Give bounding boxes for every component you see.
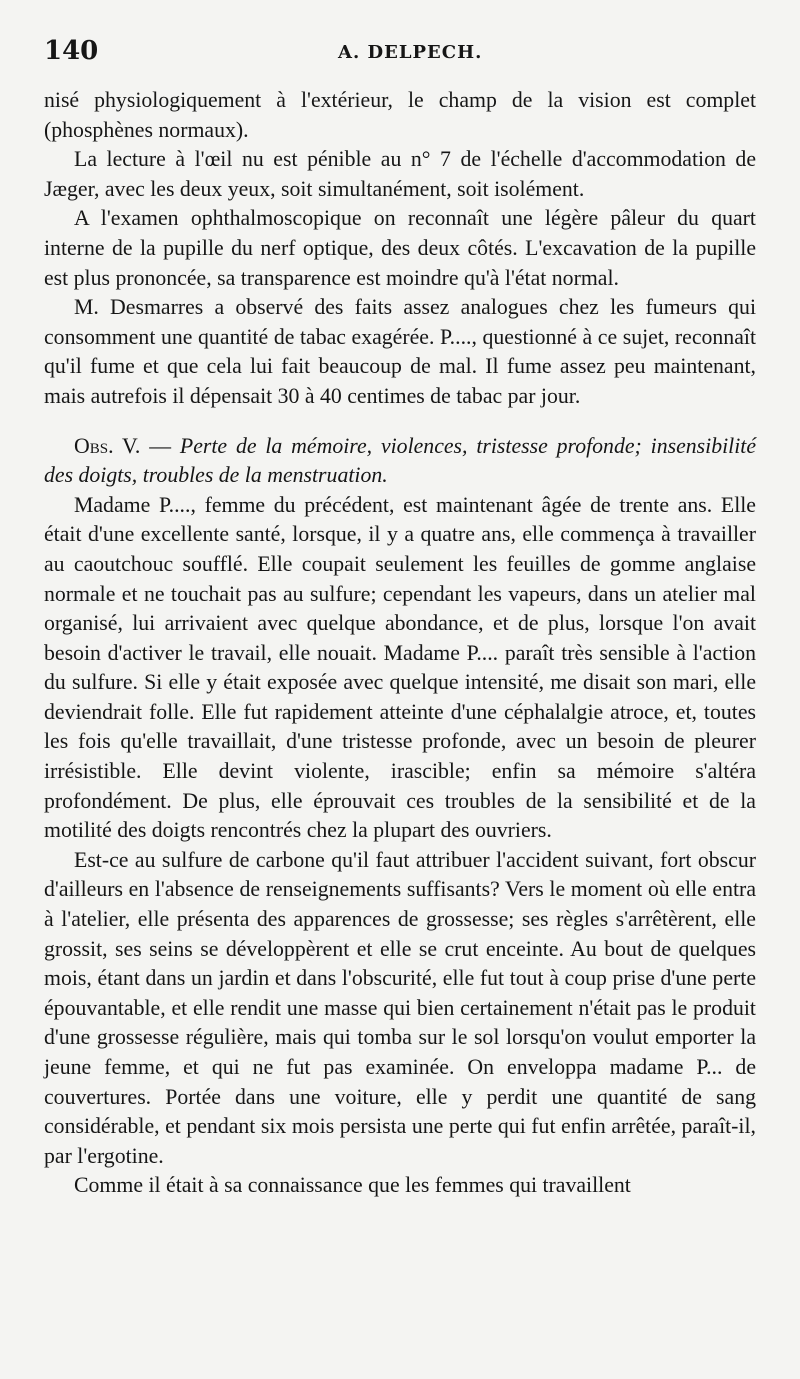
running-head <box>44 36 756 76</box>
body-text <box>44 86 756 1201</box>
paragraph-madame-p: Madame P...., femme du précédent, est maintenant âgée de trente ans. Elle était d'une excellente santé, lorsque, il y a quatre ans, elle commença à travailler au caoutchouc soufflé. Elle coupait seulement les feuilles de gomme anglaise normale et ne touchait pas au sulfure; cependant les vapeurs, dans un atelier mal organisé, lui arrivaient avec quelque abondance, et de plus, lorsque l'on avait besoin d'activer le travail, elle nouait. Madame P.... paraît très sensible à l'action du sulfure. Si elle y était exposée avec quelque intensité, me disait son mari, elle deviendrait folle. Elle fut rapidement atteinte d'une céphalalgie atroce, et, toutes les fois qu'elle travaillait, d'une tristesse profonde, avec un besoin de pleurer irrésistible. Elle devint violente, irascible; enfin sa mémoire s'altéra profondément. De plus, elle éprouvait ces troubles de la sensibilité et de la motilité des doigts rencontrés chez la plupart des ouvriers. <box>44 492 756 843</box>
observation-heading <box>44 432 756 491</box>
paragraph-reading: La lecture à l'œil nu est pénible au n° 7 de l'échelle d'accommodation de Jæger, avec les deux yeux, soit simultanément, soit isolément. <box>44 147 756 201</box>
running-title: A. DELPECH. <box>338 42 483 63</box>
observation-label: Obs. V. — <box>74 433 172 458</box>
observation-title: Perte de la mémoire, violences, tristesse profonde; insensibilité des doigts, troubles de la menstruation. <box>44 433 756 488</box>
paragraph-continuation: nisé physiologiquement à l'extérieur, le champ de la vision est complet (phosphènes normaux). <box>44 88 756 142</box>
page-number: 140 <box>44 36 99 66</box>
paragraph-accident: Est-ce au sulfure de carbone qu'il faut attribuer l'accident suivant, fort obscur d'ailleurs en l'absence de renseignements suffisants? Vers le moment où elle entra à l'atelier, elle présenta des apparences de grossesse; ses règles s'arrêtèrent, elle grossit, ses seins se développèrent et elle se crut enceinte. Au bout de quelques mois, étant dans un jardin et dans l'obscurité, elle fut tout à coup prise d'une perte épouvantable, et elle rendit une masse qui bien certainement n'était pas le produit d'une grossesse régulière, mais qui tomba sur le sol lorsqu'on voulut emporter la jeune femme, et qui ne fut pas examinée. On enveloppa madame P... de couvertures. Portée dans une voiture, elle y perdit une quantité de sang considérable, et pendant six mois persista une perte qui fut enfin arrêtée, paraît-il, par l'ergotine. <box>44 847 756 1168</box>
paragraph-tobacco: M. Desmarres a observé des faits assez analogues chez les fumeurs qui consomment une quantité de tabac exagérée. P...., questionné à ce sujet, reconnaît qu'il fume et que cela lui fait beaucoup de mal. Il fume assez peu maintenant, mais autrefois il dépensait 30 à 40 centimes de tabac par jour. <box>44 295 756 408</box>
paragraph-final: Comme il était à sa connaissance que les femmes qui travaillent <box>74 1173 631 1198</box>
paragraph-ophthalmoscopy: A l'examen ophthalmoscopique on reconnaît une légère pâleur du quart interne de la pupille du nerf optique, des deux côtés. L'excavation de la pupille est plus prononcée, sa transparence est moindre qu'à l'état normal. <box>44 206 756 290</box>
